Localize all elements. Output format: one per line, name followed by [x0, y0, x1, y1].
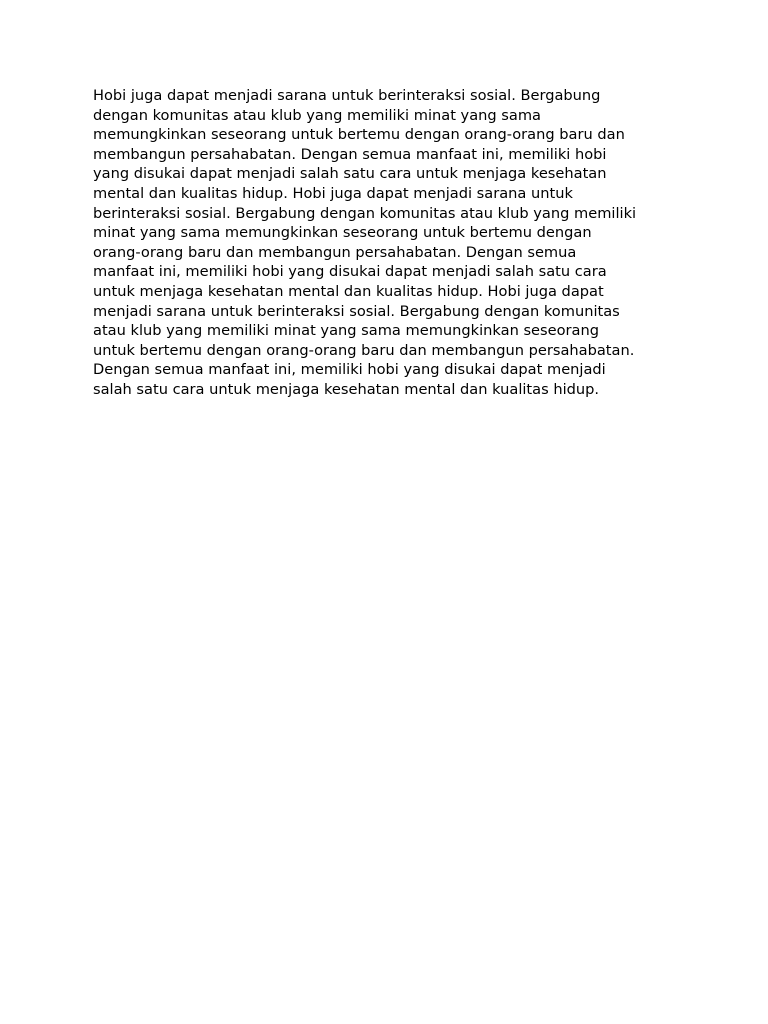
text-line-2: dengan komunitas atau klub yang memiliki minat yang sama: [93, 106, 541, 124]
text-line-8: minat yang sama memungkinkan seseorang untuk bertemu dengan: [93, 224, 592, 242]
body-paragraph: [93, 86, 683, 400]
text-line-1: Hobi juga dapat menjadi sarana untuk berinteraksi sosial. Bergabung: [93, 87, 601, 104]
text-line-5: yang disukai dapat menjadi salah satu cara untuk menjaga kesehatan: [93, 165, 607, 183]
text-line-10: manfaat ini, memiliki hobi yang disukai dapat menjadi salah satu cara: [93, 263, 607, 281]
text-line-3: memungkinkan seseorang untuk bertemu dengan orang-orang baru dan: [93, 126, 625, 144]
text-line-16: salah satu cara untuk menjaga kesehatan mental dan kualitas hidup.: [93, 380, 600, 398]
text-line-15: Dengan semua manfaat ini, memiliki hobi yang disukai dapat menjadi: [93, 361, 606, 379]
text-line-12: menjadi sarana untuk berinteraksi sosial. Bergabung dengan komunitas: [93, 302, 620, 320]
text-line-14: untuk bertemu dengan orang-orang baru dan membangun persahabatan.: [93, 341, 635, 359]
text-line-9: orang-orang baru dan membangun persahabatan. Dengan semua: [93, 243, 577, 261]
text-line-4: membangun persahabatan. Dengan semua manfaat ini, memiliki hobi: [93, 145, 607, 163]
text-line-7: berinteraksi sosial. Bergabung dengan komunitas atau klub yang memiliki: [93, 204, 637, 222]
text-line-11: untuk menjaga kesehatan mental dan kualitas hidup. Hobi juga dapat: [93, 282, 604, 300]
text-line-13: atau klub yang memiliki minat yang sama memungkinkan seseorang: [93, 322, 600, 340]
text-line-6: mental dan kualitas hidup. Hobi juga dapat menjadi sarana untuk: [93, 184, 573, 202]
